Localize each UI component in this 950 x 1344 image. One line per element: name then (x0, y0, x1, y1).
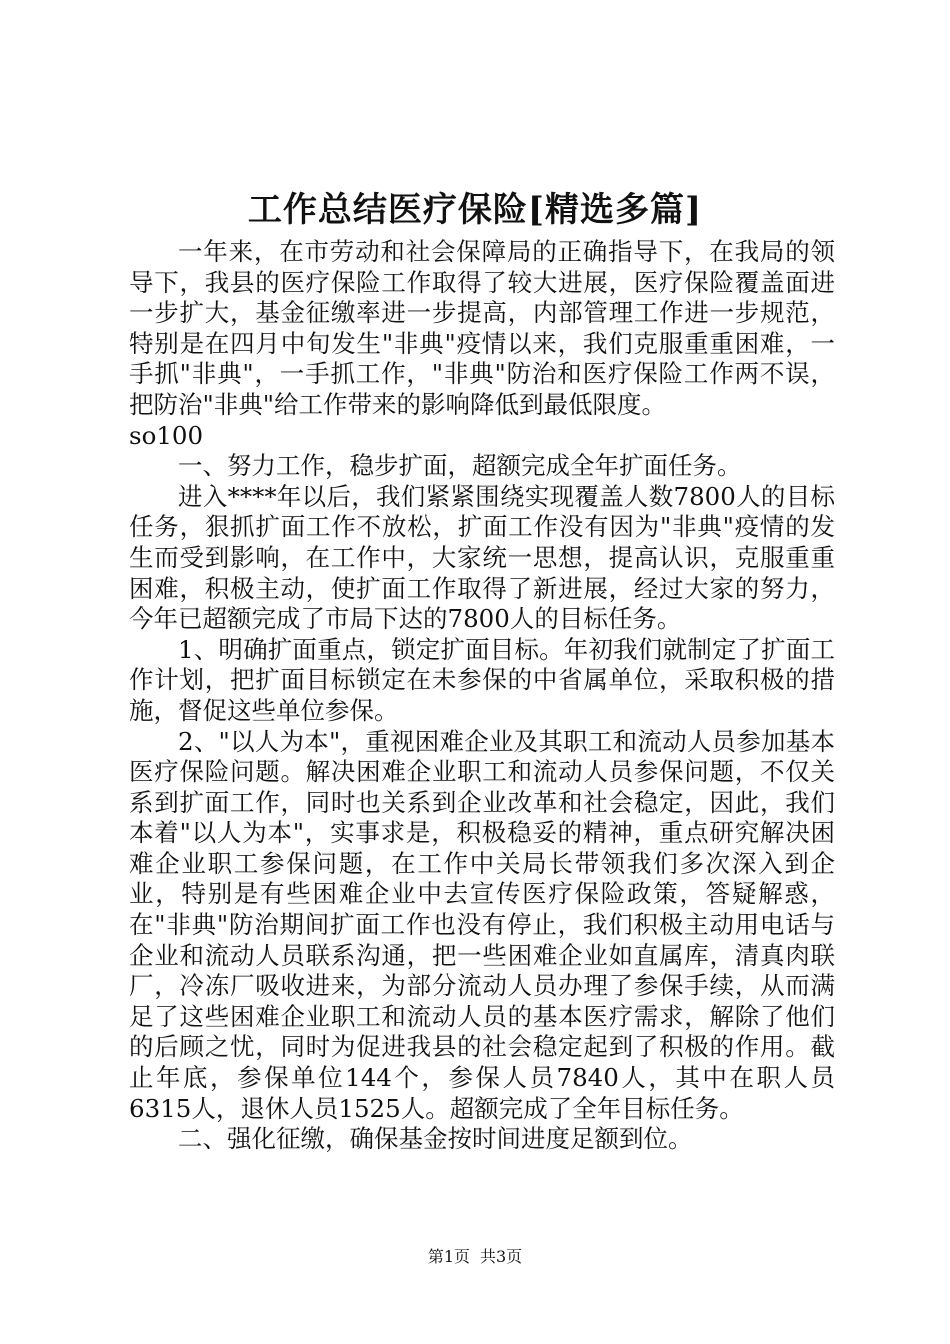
paragraph-item-2: 2、"以人为本"，重视困难企业及其职工和流动人员参加基本医疗保险问题。解决困难企业职工和流动人员参保问题，不仅关系到扩面工作，同时也关系到企业改革和社会稳定，因此，我们本着"以人为本"，实事求是，积极稳妥的精神，重点研究解决困难企业职工参保问题，在工作中关局长带领我们多次深入到企业，特别是有些困难企业中去宣传医疗保险政策，答疑解惑，在"非典"防治期间扩面工作也没有停止，我们积极主动用电话与企业和流动人员联系沟通，把一些困难企业如直属库，清真肉联厂，冷冻厂吸收进来，为部分流动人员办理了参保手续，从而满足了这些困难企业职工和流动人员的基本医疗需求，解除了他们的后顾之忧，同时为促进我县的社会稳定起到了积极的作用。截止年底，参保单位144个，参保人员7840人，其中在职人员6315人，退休人员1525人。超额完成了全年目标任务。 (129, 726, 835, 1123)
document-body (129, 237, 835, 1155)
page-number: 第1页 (427, 1247, 470, 1266)
section-heading-2: 二、强化征缴，确保基金按时间进度足额到位。 (178, 1124, 693, 1154)
paragraph-intro: 一年来，在市劳动和社会保障局的正确指导下，在我局的领导下，我县的医疗保险工作取得了较大进展，医疗保险覆盖面进一步扩大，基金征缴率进一步提高，内部管理工作进一步规范，特别是在四月中旬发生"非典"疫情以来，我们克服重重困难，一手抓"非典"，一手抓工作，"非典"防治和医疗保险工作两不误，把防治"非典"给工作带来的影响降低到最低限度。 (129, 237, 835, 419)
paragraph-code: so100 (129, 420, 204, 450)
document-title: 工作总结医疗保险[精选多篇] (247, 190, 703, 230)
page-total: 共3页 (480, 1247, 523, 1266)
section-heading-1: 一、努力工作，稳步扩面，超额完成全年扩面任务。 (178, 451, 742, 481)
paragraph-item-1: 1、明确扩面重点，锁定扩面目标。年初我们就制定了扩面工作计划，把扩面目标锁定在未参保的中省属单位，采取积极的措施，督促这些单位参保。 (129, 634, 835, 725)
paragraph-expansion: 进入****年以后，我们紧紧围绕实现覆盖人数7800人的目标任务，狠抓扩面工作不放松，扩面工作没有因为"非典"疫情的发生而受到影响，在工作中，大家统一思想，提高认识，克服重重困难，积极主动，使扩面工作取得了新进展，经过大家的努力，今年已超额完成了市局下达的7800人的目标任务。 (129, 481, 835, 634)
page-footer (0, 1247, 950, 1267)
